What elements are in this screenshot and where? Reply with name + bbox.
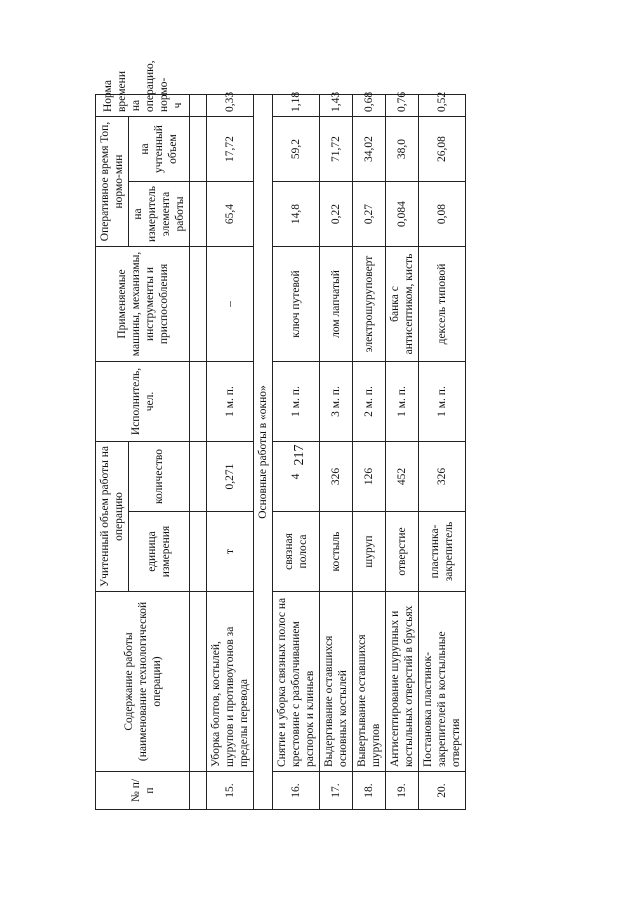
header-volume: Учитенный объем работы на операцию <box>96 442 129 592</box>
row-content: Антисептирование шурупных и костыльных отверстий в брусьях <box>386 592 419 772</box>
row-num: 20. <box>419 772 466 810</box>
header-norm: Норма времени на операцию, нормо-ч <box>96 95 190 117</box>
row-qty: 326 <box>320 442 353 512</box>
row-per-volume: 59,2 <box>273 117 320 182</box>
row-performer: 1 м. п. <box>419 362 466 442</box>
row-unit: шуруп <box>353 512 386 592</box>
row-per-volume: 34,02 <box>353 117 386 182</box>
row-norm: 0,33 <box>207 95 254 117</box>
row-tools: дексель типовой <box>419 247 466 362</box>
row-content: Уборка болтов, костылей, шурупов и противоугонов за пределы перевода <box>207 592 254 772</box>
row-num: 18. <box>353 772 386 810</box>
row-num: 17. <box>320 772 353 810</box>
row-num: 19. <box>386 772 419 810</box>
row-performer: 3 м. п. <box>320 362 353 442</box>
row-unit: отверстие <box>386 512 419 592</box>
header-num: № п/п <box>96 772 190 810</box>
row-unit: пластинка-закрепитель <box>419 512 466 592</box>
row-per-unit: 0,27 <box>353 182 386 247</box>
table-row <box>207 95 254 810</box>
row-tools: лом лапчатый <box>320 247 353 362</box>
table-row <box>419 95 466 810</box>
row-qty: 0,271 <box>207 442 254 512</box>
row-norm: 0,76 <box>386 95 419 117</box>
row-qty: 126 <box>353 442 386 512</box>
table-row <box>273 95 320 810</box>
row-performer: 1 м. п. <box>207 362 254 442</box>
row-unit: костыль <box>320 512 353 592</box>
header-unit: единица измерения <box>129 512 190 592</box>
row-per-unit: 65,4 <box>207 182 254 247</box>
row-per-volume: 26,08 <box>419 117 466 182</box>
row-tools: ключ путевой <box>273 247 320 362</box>
row-per-volume: 71,72 <box>320 117 353 182</box>
header-op-time: Оперативное время Топ, нормо-мин <box>96 117 129 247</box>
page-number: 217 <box>292 444 307 466</box>
rotated-table-container <box>95 60 630 810</box>
row-norm: 0,52 <box>419 95 466 117</box>
row-content: Вывертывание оставшихся шурупов <box>353 592 386 772</box>
norm-table <box>95 60 466 810</box>
row-norm: 0,68 <box>353 95 386 117</box>
row-qty: 326 <box>419 442 466 512</box>
table-row <box>353 95 386 810</box>
header-content: Содержание работы (наименование технологической операции) <box>96 592 190 772</box>
row-qty: 4 <box>273 442 320 512</box>
row-performer: 1 м. п. <box>273 362 320 442</box>
header-per-volume: на учтенный объем <box>129 117 190 182</box>
row-norm: 1,43 <box>320 95 353 117</box>
row-tools: банка с антисептиком, кисть <box>386 247 419 362</box>
row-per-unit: 0,08 <box>419 182 466 247</box>
row-per-volume: 17,72 <box>207 117 254 182</box>
row-per-unit: 14,8 <box>273 182 320 247</box>
row-content: Снятие и уборка связных полос на крестовине с разболчиванием распорок и клиньев <box>273 592 320 772</box>
row-unit: связная полоса <box>273 512 320 592</box>
row-unit: т <box>207 512 254 592</box>
row-num: 15. <box>207 772 254 810</box>
table-row <box>320 95 353 810</box>
spacer-row <box>190 95 207 810</box>
row-content: Постановка пластинок-закрепителей в костыльные отверстия <box>419 592 466 772</box>
header-row-1 <box>96 95 129 810</box>
row-qty: 452 <box>386 442 419 512</box>
header-qty: количество <box>129 442 190 512</box>
row-performer: 1 м. п. <box>386 362 419 442</box>
header-per-unit: на измеритель элемента работы <box>129 182 190 247</box>
row-per-unit: 0,084 <box>386 182 419 247</box>
section-title: Основные работы в «окно» <box>254 95 273 810</box>
row-norm: 1,18 <box>273 95 320 117</box>
row-tools: электрошуруповерт <box>353 247 386 362</box>
row-per-unit: 0,22 <box>320 182 353 247</box>
section-row <box>254 95 273 810</box>
row-tools: – <box>207 247 254 362</box>
header-tools: Применяемые машины, механизмы, инструменты и приспособления <box>96 247 190 362</box>
table-body <box>96 60 466 810</box>
row-content: Выдергивание оставшихся основных костылей <box>320 592 353 772</box>
header-performer: Исполнитель, чел. <box>96 362 190 442</box>
row-num: 16. <box>273 772 320 810</box>
row-per-volume: 38,0 <box>386 117 419 182</box>
row-performer: 2 м. п. <box>353 362 386 442</box>
table-row <box>386 95 419 810</box>
